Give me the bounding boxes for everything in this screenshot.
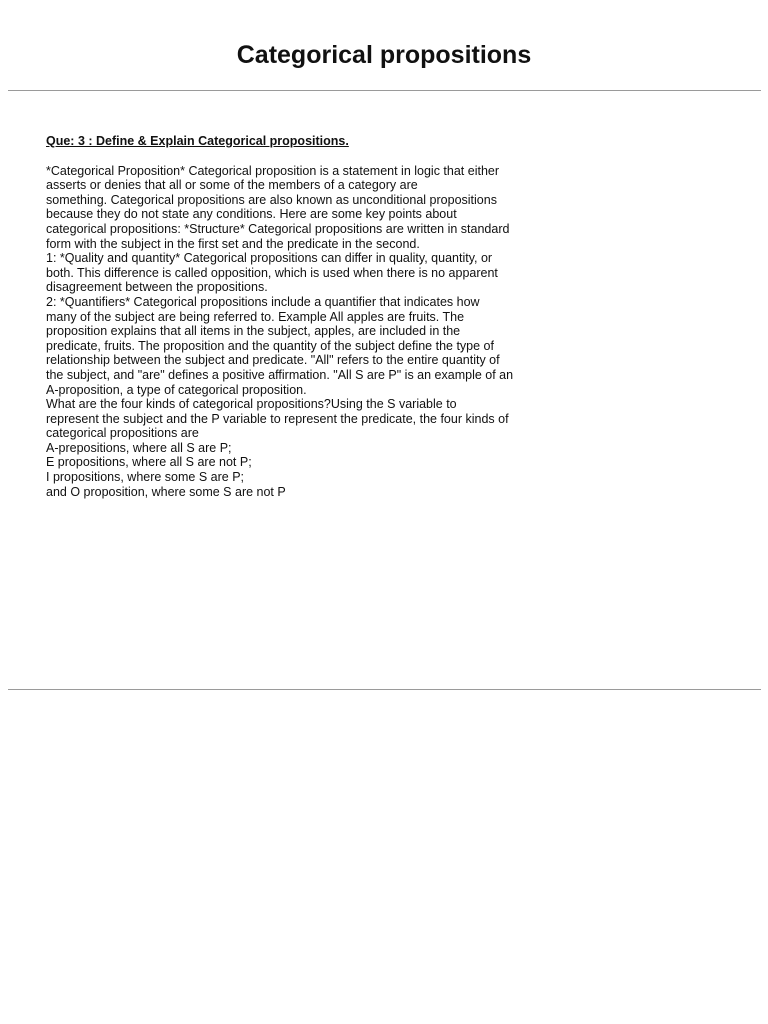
body-line: proposition explains that all items in the subject, apples, are included in the [46, 324, 461, 339]
bottom-divider [8, 689, 761, 690]
body-line: because they do not state any conditions. Here are some key points about [46, 207, 457, 222]
body-line: categorical propositions: *Structure* Categorical propositions are written in standard [46, 221, 510, 236]
page-title: Categorical propositions [236, 41, 532, 69]
body-line: *Categorical Proposition* Categorical proposition is a statement in logic that either [46, 163, 500, 178]
body-line: E propositions, where all S are not P; [46, 455, 252, 470]
body-line: relationship between the subject and predicate. "All" refers to the entire quantity of [46, 353, 500, 368]
body-line: something. Categorical propositions are also known as unconditional propositions [46, 192, 497, 207]
document-body [46, 134, 546, 499]
question-heading: Que: 3 : Define & Explain Categorical propositions. [46, 134, 349, 148]
body-line: A-proposition, a type of categorical proposition. [46, 382, 307, 397]
body-line: the subject, and "are" defines a positive affirmation. "All S are P" is an example of an [46, 367, 514, 382]
body-line: and O proposition, where some S are not P [46, 484, 286, 499]
body-line: 2: *Quantifiers* Categorical propositions include a quantifier that indicates how [46, 294, 480, 309]
body-line: asserts or denies that all or some of the members of a category are [46, 178, 418, 193]
body-line: disagreement between the propositions. [46, 280, 268, 295]
top-divider [8, 90, 761, 91]
body-line: A-prepositions, where all S are P; [46, 440, 232, 455]
body-line: 1: *Quality and quantity* Categorical propositions can differ in quality, quantity, or [46, 251, 493, 266]
body-line: both. This difference is called opposition, which is used when there is no apparent [46, 265, 498, 280]
body-line: many of the subject are being referred to. Example All apples are fruits. The [46, 309, 465, 324]
body-line: predicate, fruits. The proposition and the quantity of the subject define the type of [46, 338, 494, 353]
body-line: What are the four kinds of categorical propositions?Using the S variable to [46, 397, 457, 412]
answer-text [46, 164, 546, 500]
body-line: form with the subject in the first set and the predicate in the second. [46, 236, 420, 251]
body-line: represent the subject and the P variable to represent the predicate, the four kinds of [46, 411, 509, 426]
body-line: I propositions, where some S are P; [46, 470, 245, 485]
body-line: categorical propositions are [46, 426, 199, 441]
